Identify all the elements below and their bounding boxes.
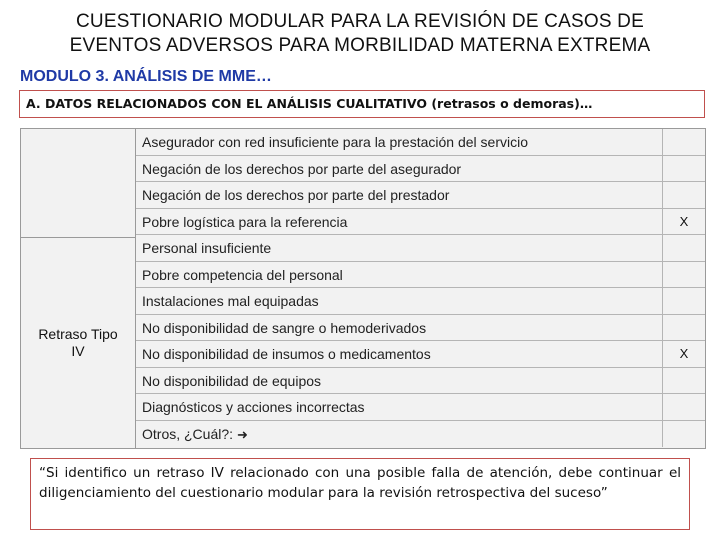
group-cell-upper <box>21 129 136 237</box>
row-mark-cell <box>662 368 705 394</box>
row-mark-cell <box>662 262 705 288</box>
row-mark-cell <box>662 182 705 208</box>
row-mark-cell: X <box>662 341 705 367</box>
table-row <box>136 394 705 421</box>
row-label: Diagnósticos y acciones incorrectas <box>142 399 365 415</box>
table-row <box>136 235 705 262</box>
row-mark-cell <box>662 235 705 261</box>
row-label: Otros, ¿Cuál?: <box>142 425 234 442</box>
table-row <box>136 182 705 209</box>
group-cell-retraso-tipo-iv <box>21 237 136 448</box>
table-row <box>136 368 705 395</box>
row-label: Instalaciones mal equipadas <box>142 293 319 309</box>
section-heading: A. DATOS RELACIONADOS CON EL ANÁLISIS CUALITATIVO (retrasos o demoras)… <box>19 90 705 118</box>
title-line-1: CUESTIONARIO MODULAR PARA LA REVISIÓN DE CASOS DE <box>76 11 644 32</box>
page-title <box>0 10 720 58</box>
row-label: Pobre competencia del personal <box>142 266 343 283</box>
table-row <box>136 315 705 342</box>
note-box: “Si identifico un retraso IV relacionado con una posible falla de atención, debe continuar el diligenciamiento del cuestionario modular para la revisión retrospectiva del suceso” <box>30 458 690 530</box>
table-row <box>136 421 705 448</box>
table-row <box>136 262 705 289</box>
row-label: Pobre logística para la referencia <box>142 213 348 230</box>
row-mark-cell <box>662 394 705 420</box>
row-mark-cell <box>662 156 705 182</box>
row-label: Asegurador con red insuficiente para la prestación del servicio <box>142 134 528 150</box>
delay-table <box>20 128 706 449</box>
row-label: No disponibilidad de sangre o hemoderivados <box>142 319 427 336</box>
group-label-line-1: Retraso Tipo <box>38 326 118 342</box>
right-arrow-icon: ➜ <box>237 426 248 442</box>
table-row <box>136 288 705 315</box>
module-heading: MODULO 3. ANÁLISIS DE MME… <box>20 68 272 85</box>
row-mark-cell <box>662 288 705 314</box>
row-mark-cell: X <box>662 209 705 235</box>
row-mark-cell <box>662 315 705 341</box>
group-label-line-2: IV <box>71 343 85 359</box>
row-label: Negación de los derechos por parte del prestador <box>142 187 450 203</box>
table-row <box>136 129 705 156</box>
row-label: No disponibilidad de equipos <box>142 372 322 389</box>
row-mark-cell <box>662 129 705 155</box>
title-line-2: EVENTOS ADVERSOS PARA MORBILIDAD MATERNA EXTREMA <box>69 35 651 56</box>
row-label: No disponibilidad de insumos o medicamentos <box>142 346 431 362</box>
row-label-otros <box>142 421 248 448</box>
table-rows <box>136 129 705 447</box>
row-mark-cell <box>662 421 705 448</box>
row-label: Personal insuficiente <box>142 240 272 256</box>
table-row <box>136 341 705 368</box>
table-row <box>136 209 705 236</box>
row-label: Negación de los derechos por parte del asegurador <box>142 160 462 177</box>
table-row <box>136 156 705 183</box>
